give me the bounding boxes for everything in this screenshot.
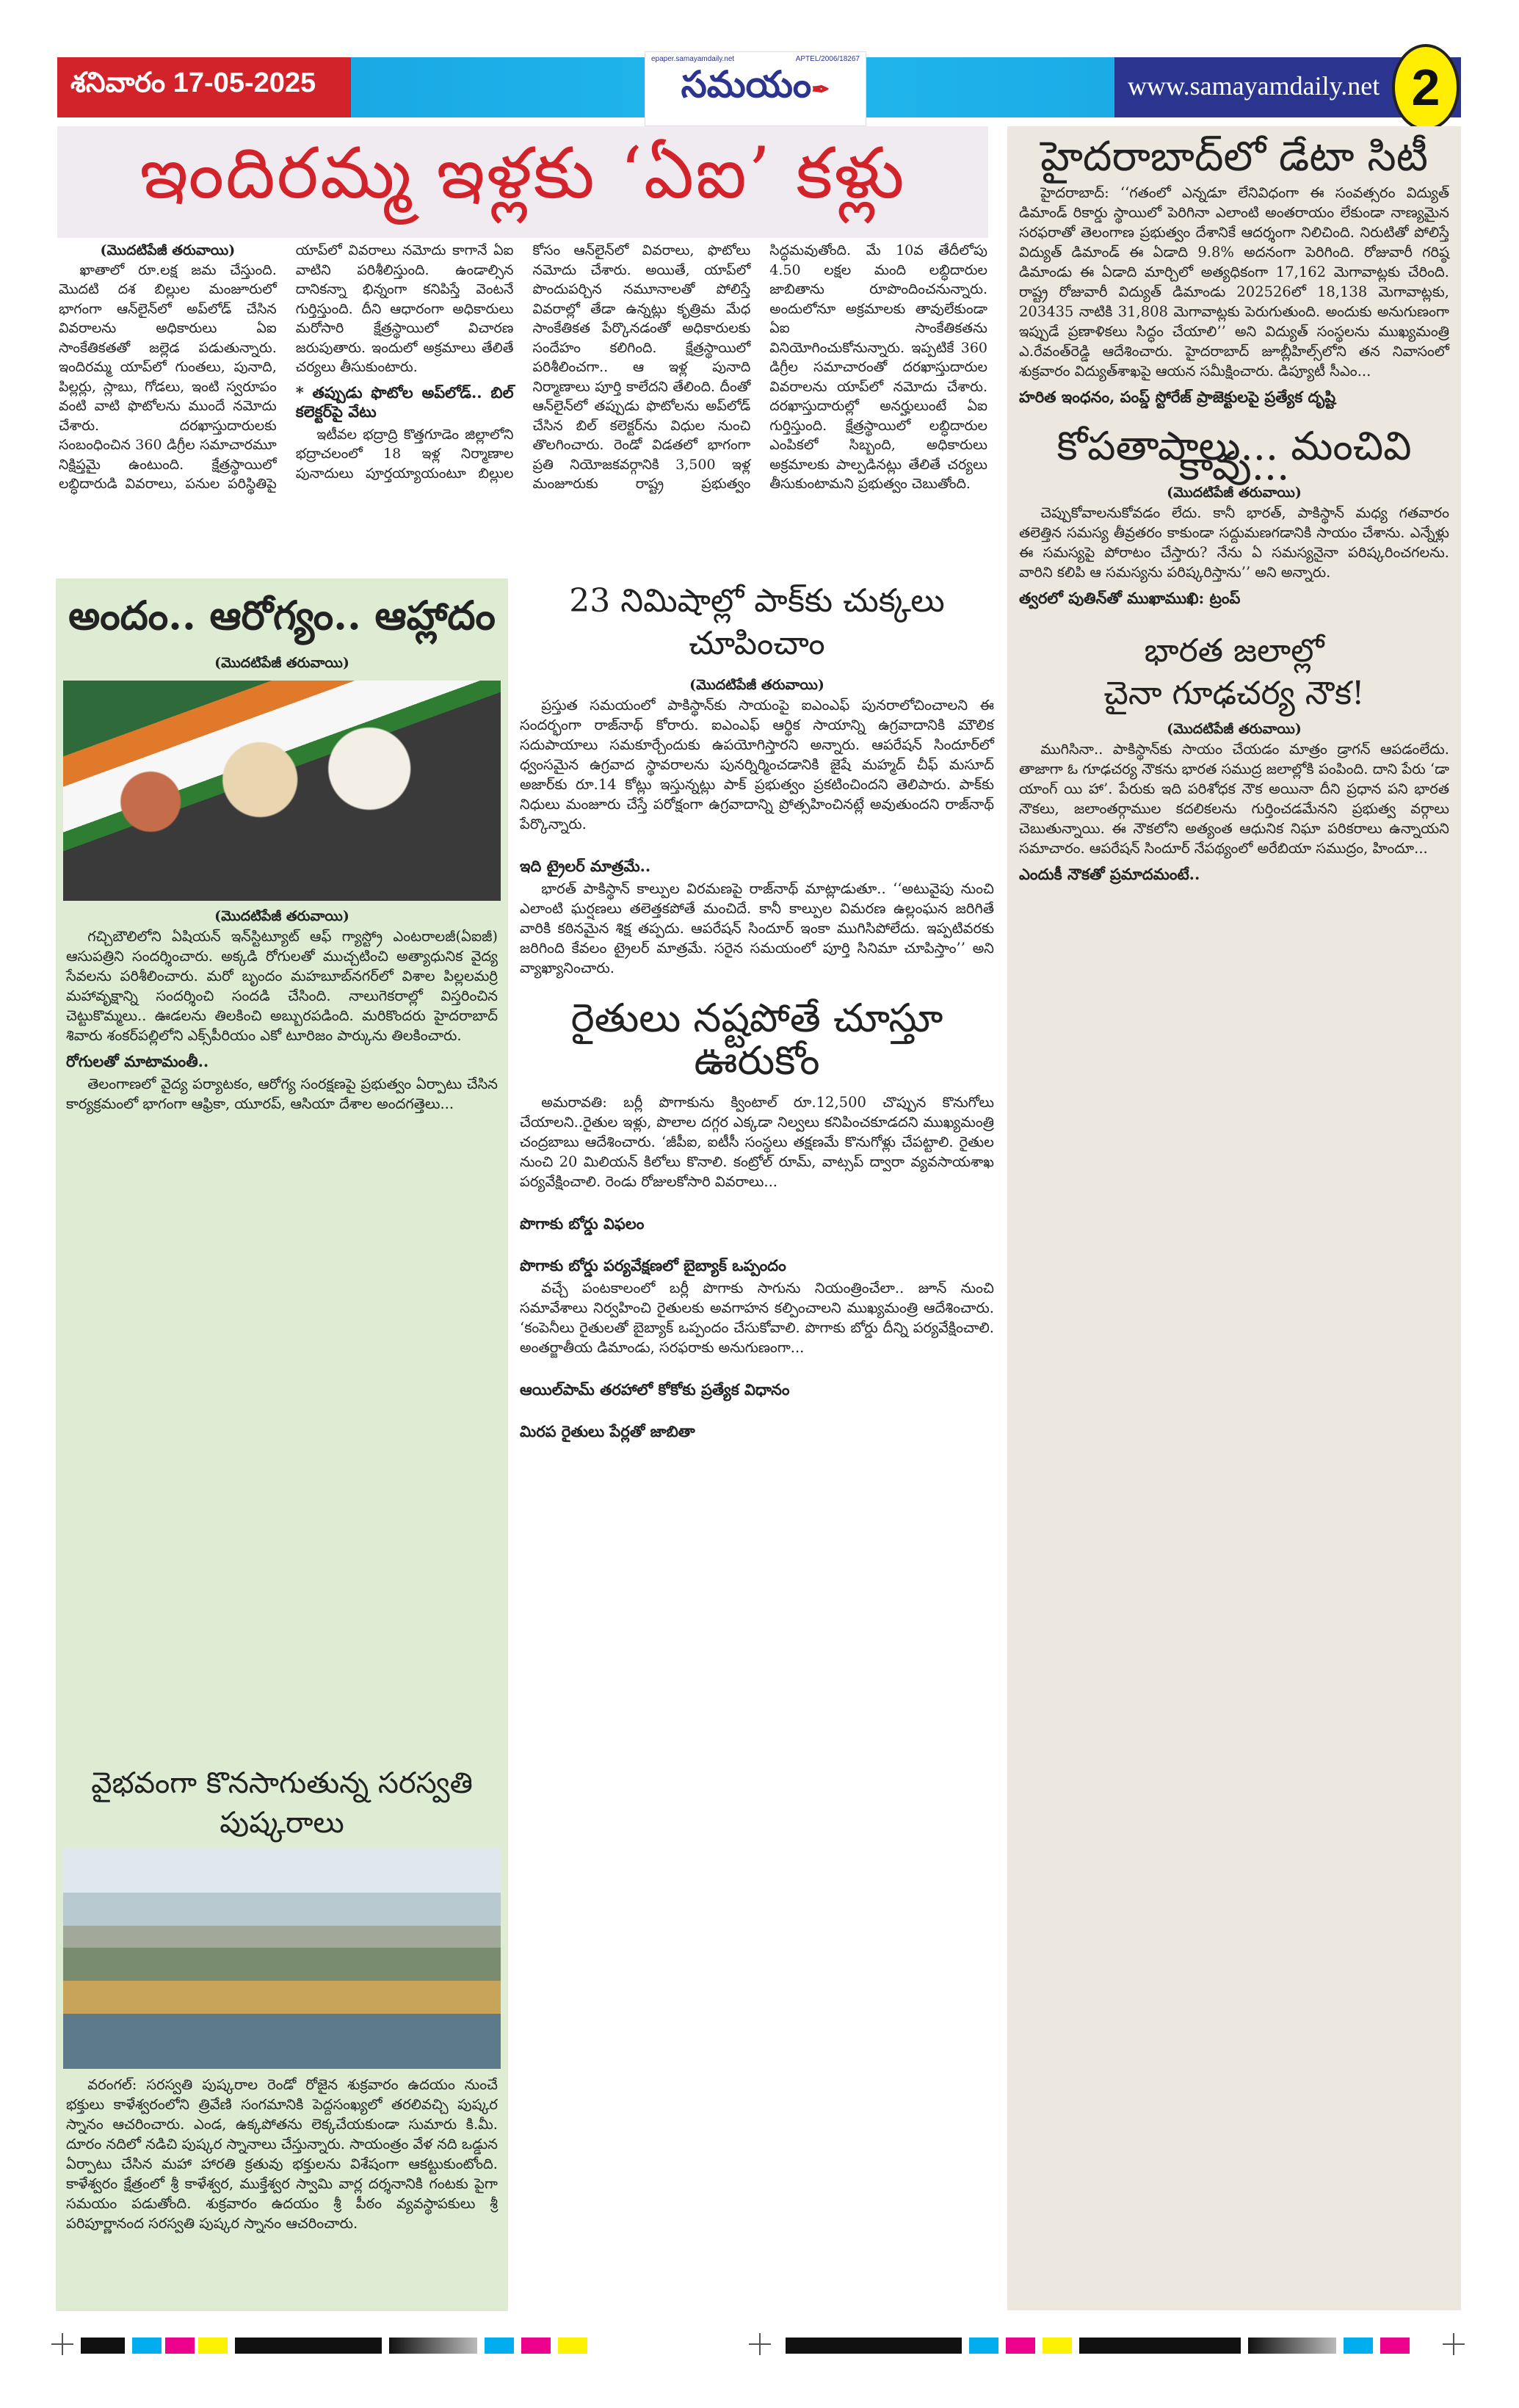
registration-mark (749, 2333, 771, 2355)
pen-icon: ✒ (811, 78, 830, 102)
color-swatch (485, 2338, 514, 2354)
page-number-badge: 2 (1392, 44, 1460, 131)
color-swatch (786, 2338, 962, 2354)
color-swatch (198, 2338, 228, 2354)
article-paragraph: అమరావతి: బర్లీ పొగాకును క్వింటాల్ రూ.12,500 చొప్పున కొనుగోలు చేయాలని..రైతుల ఇళ్లు, పొలాల దగ్గర ఎక్కడా నిల్వలు కనిపించకూడదని ముఖ్యమంత్రి చంద్రబాబు ఆదేశించారు. ‘జీపీఐ, ఐటీసీ సంస్థలు తక్షణమే కొనుగోళ్లు చేపట్టాలి. రైతుల నుంచి 20 మిలియన్ కిలోలు కొనాలి. కంట్రోల్ రూమ్, వాట్సప్ ద్వారా వ్యవసాయశాఖ పర్యవేక్షించాలి. రెండు రోజులకోసారి వివరాలు... (520, 1094, 994, 1190)
continued-label: (మొదటిపేజీ తరువాయి) (214, 655, 349, 671)
article-subheading: రోగులతో మాటామంతీ.. (66, 1052, 209, 1070)
color-swatch (389, 2338, 477, 2354)
color-swatch (132, 2338, 162, 2354)
article-subheading: త్వరలో పుతిన్‌తో ముఖాముఖి: ట్రంప్ (1019, 589, 1241, 607)
color-swatch (1344, 2338, 1373, 2354)
article-subheading: పొగాకు బోర్డు విఫలం (520, 1214, 645, 1233)
article-paragraph: ముగిసినా.. పాకిస్థాన్‌కు సాయం చేయడం మాత్రం డ్రాగన్ ఆపడంలేదు. తాజాగా ఓ గూఢచర్య నౌకను భారత సముద్ర జలాల్లోకి పంపింది. దాని పేరు ‘డా యాంగ్ యి హా’. పేరుకు ఇది పరిశోధక నౌక అయినా దీని ప్రధాన పని భారత నౌకలు, జలాంతర్గాముల కదలికలను గుర్తించడమేనని ప్రభుత్వ వర్గాలు చెబుతున్నాయి. ఈ నౌకలోని అత్యంత ఆధునిక నిఘా పరికరాలు ఉన్నాయని సమాచారం. ఆపరేషన్ సిందూర్ నేపథ్యంలో అరేబియా సముద్రం, హిందూ... (1019, 741, 1449, 857)
color-swatch (521, 2338, 551, 2354)
continued-label: (మొదటిపేజీ తరువాయి) (1167, 485, 1302, 501)
article-paragraph: ప్రస్తుత సమయంలో పాకిస్థాన్‌కు సాయంపై ఐఎంఎఫ్ పునరాలోచించాలని ఈ సందర్భంగా రాజ్‌నాథ్ కోరారు. ఐఎంఎఫ్ ఆర్థిక సాయాన్ని ఉగ్రవాదానికి మౌలిక సదుపాయాలు సమకూర్చేందుకు ఉపయోగిస్తారని అన్నారు. ఆపరేషన్ సిందూర్‌లో ధ్వంసమైన ఉగ్రవాద స్థావరాలను పునర్నిర్మించడానికి జైషే మహ్మద్ చీఫ్ మసూద్ అజార్‌కు రూ.14 కోట్లు ఇస్తున్నట్లు పాక్ ప్రభుత్వం ప్రకటించిందని తెలిపారు. పాక్‌కు నిధులు మంజూరు చేస్తే పరోక్షంగా ఉగ్రవాదాన్ని ప్రోత్సహించినట్లే అవుతుందని రాజ్‌నాథ్ పేర్కొన్నారు. (520, 697, 994, 833)
trump-headline: కోపతాపాలు... మంచివి కావు... (1056, 423, 1412, 489)
article-paragraph: ఇటీవల భద్రాద్రి కొత్తగూడెం జిల్లాలోని భద్రాచలంలో 18 ఇళ్ల నిర్మాణాల పునాదులు పూర్తయ్యాయంటూ బిల్లుల కోసం ఆన్‌లైన్‌లో వివరాలు, ఫొటోలు నమోదు చేశారు. అయితే, యాప్‌లో పొందుపర్చిన నమూనాలతో పోలిస్తే వివరాల్లో తేడా ఉన్నట్లు కృత్రిమ మేధ సాంకేతికత పేర్కొనడంతో అధికారులకు సందేహం కలిగింది. క్షేత్రస్థాయిలో పరిశీలించగా.. ఆ ఇళ్ల పునాది నిర్మాణాలు పూర్తి కాలేదని తేలింది. దీంతో ఆన్‌లైన్‌లో తప్పుడు ఫొటోలను అప్‌లోడ్ చేసిన బిల్ కలెక్టర్‌ను విధుల నుంచి తొలగించారు. రెండో విడతలో భాగంగా ప్రతి నియోజకవర్గానికి 3,500 ఇళ్ల మంజూరుకు రాష్ట్ర ప్రభుత్వం సిద్ధమవుతోంది. మే 10వ తేదీలోపు 4.50 లక్షల మంది లబ్ధిదారుల జాబితాను రూపొందించనున్నారు. అందులోనూ అక్రమాలకు తావులేకుండా ఏఐ సాంకేతికతను వినియోగించుకోనున్నారు. ఇప్పటికే 360 డిగ్రీల సమాచారంతో దరఖాస్తుదారుల వివరాలను యాప్‌లో నమోదు చేశారు. దరఖాస్తుదారుల్లో అనర్హులుంటే ఏఐ గుర్తిస్తుంది. క్షేత్రస్థాయిలో లబ్ధిదారుల ఎంపికలో సిబ్బంది, అధికారులు అక్రమాలకు పాల్పడినట్లు తేలితే చర్యలు తీసుకుంటామని ప్రభుత్వం చెబుతోంది. (295, 242, 987, 492)
color-swatch (1248, 2338, 1336, 2354)
right-column (1007, 126, 1461, 2310)
registration-mark (1443, 2333, 1465, 2355)
lead-article-body (59, 241, 987, 571)
lead-headline-box (57, 126, 988, 238)
logo-text: సమయం (681, 64, 812, 105)
color-swatch (81, 2338, 125, 2354)
photo-river-bathing (63, 1849, 501, 2069)
article-paragraph: హైదరాబాద్: ‘‘గతంలో ఎన్నడూ లేనివిధంగా ఈ సంవత్సరం విద్యుత్ డిమాండ్ రికార్డు స్థాయిలో పెరిగినా ఎలాంటి అంతరాయం లేకుండా నాణ్యమైన సరఫరాతో తెలంగాణ ప్రభుత్వం దేశానికే ఆదర్శంగా నిలిచింది. నిరుటితో పోలిస్తే విద్యుత్ డిమాండ్ ఈ ఏడాది 9.8% అదనంగా పెరిగింది. రోజువారీ గరిష్ఠ డిమాండు ఈ ఏడాది మార్చిలో అత్యధికంగా 17,162 మెగావాట్లకు చేరింది. రాష్ట్ర రోజువారీ విద్యుత్ డిమాండు 202526లో 18,138 మెగావాట్లకు, 203435 నాటికి 31,808 మెగావాట్లకు పెరుగుతుంది. అందుకు అనుగుణంగా ఇప్పుడే ప్రణాళికలు సిద్ధం చేయాలి’’ అని విద్యుత్ సంస్థలను ముఖ్యమంత్రి ఎ.రేవంత్‌రెడ్డి ఆదేశించారు. హైదరాబాద్ జూబ్లీహిల్స్‌లోని తన నివాసంలో శుక్రవారం విద్యుత్‌శాఖపై ఆయన సమీక్షించారు. డిప్యూటీ సీఎం... (1019, 184, 1449, 380)
china-ship-headline (1019, 630, 1449, 715)
photo-leaders-with-flags (63, 681, 501, 901)
masthead (57, 57, 1461, 117)
article-subheading: హరిత ఇంధనం, పంప్డ్ స్టోరేజ్ ప్రాజెక్టులపై ప్రత్యేక దృష్టి (1019, 388, 1336, 406)
headline-line-2: చైనా గూఢచర్య నౌక! (1103, 675, 1365, 712)
article-subheading: ఆయిల్‌పామ్ తరహాలో కోకోకు ప్రత్యేక విధానం (520, 1380, 790, 1399)
print-registration-bar (51, 2333, 1468, 2355)
issue-date: శనివారం 17-05-2025 (70, 68, 316, 98)
color-swatch (1043, 2338, 1072, 2354)
website-url: www.samayamdaily.net (1128, 71, 1380, 101)
newspaper-logo (645, 51, 866, 126)
article-subheading: మిరప రైతులు పేర్లతో జాబితా (520, 1422, 695, 1440)
article-paragraph: తెలంగాణలో వైద్య పర్యాటకం, ఆరోగ్య సంరక్షణపై ప్రభుత్వం ఏర్పాటు చేసిన కార్యక్రమంలో భాగంగా ఆఫ్రికా, యూరప్, ఆసియా దేశాల అందగత్తెలు... (66, 1076, 498, 1112)
lead-headline: ఇందిరమ్మ ఇళ్లకు ‘ఏఐ’ కళ్లు (139, 132, 906, 214)
feature-headline: అందం.. ఆరోగ్యం.. ఆహ్లాదం (68, 592, 496, 639)
continued-label: (మొదటిపేజీ తరువాయి) (689, 677, 824, 693)
color-swatch (1006, 2338, 1035, 2354)
continued-label: (మొదటిపేజీ తరువాయి) (214, 908, 349, 924)
logo-reg: APTEL/2006/18267 (795, 55, 860, 63)
pushkaralu-headline: వైభవంగా కొనసాగుతున్న సరస్వతి పుష్కరాలు (91, 1766, 473, 1840)
article-paragraph: గచ్చిబౌలిలోని ఏషియన్ ఇన్‌స్టిట్యూట్ ఆఫ్ గ్యాస్ట్రో ఎంటరాలజీ(ఏఐజీ) ఆసుపత్రిని సందర్శించారు. అక్కడి రోగులతో ముచ్చటించి అత్యాధునిక వైద్య సేవలను పరిశీలించారు. మరో బృందం మహబూబ్‌నగర్‌లో విశాల పిల్లలమర్రి మహావృక్షాన్ని సందర్శించి సందడి చేసింది. నాలుగెకరాల్లో విస్తరించిన చెట్టుకొమ్మలు.. ఊడలను తిలకించి అబ్బురపడింది. మరికొందరు హైదరాబాద్ శివారు శంకర్‌పల్లిలోని ఎక్స్‌పీరియం ఎకో టూరిజం పార్కును తిలకించారు. (66, 928, 498, 1044)
color-swatch (1079, 2338, 1241, 2354)
article-paragraph: ఖాతాలో రూ.లక్ష జమ చేస్తుంది. మొదటి దశ బిల్లుల మంజూరులో భాగంగా ఆన్‌లైన్‌లో అప్‌లోడ్ చేసిన వివరాలను అధికారులు ఏఐ సాంకేతికతతో జల్లెడ పడుతున్నారు. ఇందిరమ్మ యాప్‌లో గుంతలు, పునాది, పిల్లర్లు, స్లాబు, గోడలు, ఇంటి స్వరూపం వంటి వాటి ఫొటోలను ముందే నమోదు చేశారు. దరఖాస్తుదారులకు సంబంధించిన 360 డిగ్రీల సమాచారమూ నిక్షిప్తమై ఉంటుంది. క్షేత్రస్థాయిలో లబ్ధిదారుడి వివరాలు, పనుల పరిస్థితిపై యాప్‌లో వివరాలు నమోదు కాగానే ఏఐ వాటిని పరిశీలిస్తుంది. ఉండాల్సిన దానికన్నా భిన్నంగా కనిపిస్తే వెంటనే గుర్తిస్తుంది. దీని ఆధారంగా అధికారులు మరోసారి క్షేత్రస్థాయిలో విచారణ జరుపుతారు. ఇందులో అక్రమాలు తేలితే చర్యలు తీసుకుంటారు. (59, 242, 514, 492)
article-paragraph: భారత్ పాకిస్థాన్ కాల్పుల విరమణపై రాజ్‌నాథ్ మాట్లాడుతూ.. ‘‘అటువైపు నుంచి ఎలాంటి ఘర్షణలు తలెత్తకపోతే మంచిదే. కానీ కాల్పుల విమరణ ఉల్లంఘన జరిగితే వారికి కఠినమైన శిక్ష తప్పదు. ఆపరేషన్ సిందూర్ ఇంకా ముగిసిపోలేదు. ఇప్పటివరకు జరిగింది కేవలం ట్రైలర్ మాత్రమే. సరైన సమయంలో పూర్తి సినిమా చూపిస్తాం’’ అని వ్యాఖ్యానించారు. (520, 880, 994, 976)
continued-label: (మొదటిపేజీ తరువాయి) (100, 242, 236, 258)
article-subheading: * తప్పుడు ఫొటోల అప్‌లోడ్.. బిల్ కలెక్టర్‌పై వేటు (295, 382, 514, 421)
article-subheading: ఎందుకీ నౌకతో ప్రమాదమంటే.. (1019, 865, 1200, 883)
continued-label: (మొదటిపేజీ తరువాయి) (1167, 721, 1302, 737)
color-swatch (1380, 2338, 1410, 2354)
defence-headline: 23 నిమిషాల్లో పాక్‌కు చుక్కలు చూపించాం (569, 582, 945, 662)
article-paragraph: వరంగల్: సరస్వతి పుష్కరాల రెండో రోజైన శుక్రవారం ఉదయం నుంచే భక్తులు కాళేశ్వరంలోని త్రివేణి సంగమానికి పెద్దసంఖ్యలో తరలివచ్చి పుష్కర స్నానం ఆచరించారు. ఎండ, ఉక్కపోతను లెక్కచేయకుండా సుమారు కి.మీ. దూరం నదిలో నడిచి పుష్కర స్నానాలు చేస్తున్నారు. సాయంత్రం వేళ నది ఒడ్డున ఏర్పాటు చేసిన మహా హారతి క్రతువు భక్తులను విశేషంగా ఆకట్టుకుంటోంది. కాళేశ్వరం క్షేత్రంలో శ్రీ కాళేశ్వర, ముక్తేశ్వర స్వామి వార్ల దర్శనానికి గంటకు పైగా సమయం పడుతోంది. శుక్రవారం ఉదయం శ్రీ పీఠం వ్యవస్థాపకులు శ్రీ పరిపూర్ణానంద సరస్వతి పుష్కర స్నానం ఆచరించారు. (66, 2076, 498, 2232)
article-subheading: ఇది ట్రైలర్ మాత్రమే.. (520, 857, 651, 875)
middle-column (520, 580, 994, 2313)
data-city-headline: హైదరాబాద్‌లో డేటా సిటీ (1040, 133, 1428, 181)
feature-box-tourism (56, 579, 508, 2311)
color-swatch (558, 2338, 587, 2354)
article-paragraph: వచ్చే పంటకాలంలో బర్లీ పొగాకు సాగును నియంత్రించేలా.. జూన్ నుంచి సమావేశాలు నిర్వహించి రైతులకు అవగాహన కల్పించాలని ముఖ్యమంత్రి ఆదేశించారు. ‘కంపెనీలు రైతులతో బైబ్యాక్ ఒప్పందం చేసుకోవాలి. పొగాకు బోర్డు దీన్ని పర్యవేక్షించాలి. అంతర్జాతీయ డిమాండు, సరఫరాకు అనుగుణంగా... (520, 1280, 994, 1356)
article-subheading: పొగాకు బోర్డు పర్యవేక్షణలో బైబ్యాక్ ఒప్పందం (520, 1256, 786, 1274)
article-paragraph: చెప్పుకోవాలనుకోవడం లేదు. కానీ భారత్, పాకిస్థాన్ మధ్య గతవారం తలెత్తిన సమస్య తీవ్రతరం కాకుండా సద్దుమణగడానికి సాయం చేశాను. ఎన్నేళ్లు ఈ సమస్యపై పోరాటం చేస్తారు? నేను ఏ సమస్యనైనా పరిష్కరించగలను. వారిని కలిపి ఆ సమస్యను పరిష్కరిస్తాను’’ అని అన్నారు. (1019, 504, 1449, 581)
logo-epaper: epaper.samayamdaily.net (651, 55, 735, 63)
registration-mark (51, 2333, 73, 2355)
color-swatch (969, 2338, 998, 2354)
farmers-headline: రైతులు నష్టపోతే చూస్తూ ఊరుకోం (570, 995, 943, 1084)
headline-line-1: భారత జలాల్లో (1144, 632, 1324, 670)
color-swatch (235, 2338, 382, 2354)
color-swatch (165, 2338, 195, 2354)
